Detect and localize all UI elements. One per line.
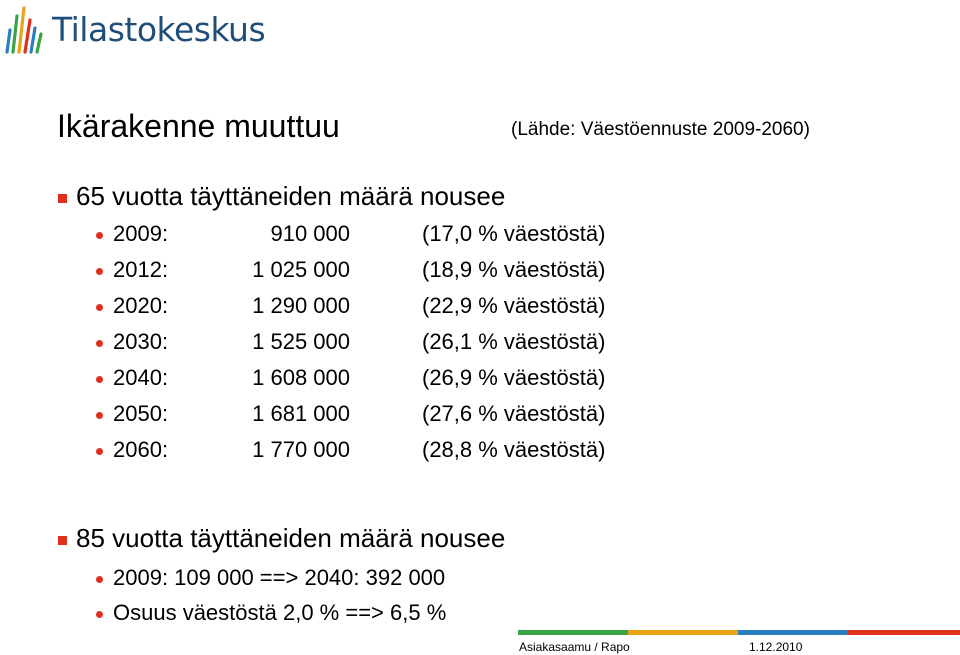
row-share: (18,9 % väestöstä) xyxy=(422,257,606,282)
round-bullet-icon xyxy=(96,611,103,618)
footer-bar-orange xyxy=(628,630,738,635)
row-count: 1 770 000 xyxy=(252,437,350,462)
round-bullet-icon xyxy=(96,232,103,239)
row-year: 2030: xyxy=(113,329,169,354)
round-bullet-icon xyxy=(96,376,103,383)
logo-wordmark: Tilastokeskus xyxy=(52,10,266,49)
footer-event: Asiakasaamu / Rapo xyxy=(519,640,630,654)
row-count: 1 025 000 xyxy=(252,257,350,282)
slide-title: Ikärakenne muuttuu xyxy=(57,108,340,144)
section-heading-text: 85 vuotta täyttäneiden määrä nousee xyxy=(76,523,506,553)
tilastokeskus-logo xyxy=(0,0,266,60)
row-count: 1 681 000 xyxy=(252,401,350,426)
row-count: 1 608 000 xyxy=(252,365,350,390)
footer-bar-green xyxy=(518,630,628,635)
square-bullet-icon xyxy=(58,536,67,545)
list-item-text: Osuus väestöstä 2,0 % ==> 6,5 % xyxy=(113,600,447,625)
row-year: 2020: xyxy=(113,293,169,318)
row-year: 2060: xyxy=(113,437,169,462)
row-share: (28,8 % väestöstä) xyxy=(422,437,606,462)
row-count: 1 290 000 xyxy=(252,293,350,318)
slide-source: (Lähde: Väestöennuste 2009-2060) xyxy=(511,119,810,140)
logo-stripes-icon xyxy=(2,2,48,58)
row-share: (26,9 % väestöstä) xyxy=(422,365,606,390)
round-bullet-icon xyxy=(96,304,103,311)
round-bullet-icon xyxy=(96,412,103,419)
row-count: 1 525 000 xyxy=(252,329,350,354)
footer-color-bar xyxy=(518,630,960,635)
round-bullet-icon xyxy=(96,448,103,455)
row-share: (26,1 % väestöstä) xyxy=(422,329,606,354)
row-year: 2009: xyxy=(113,221,169,246)
square-bullet-icon xyxy=(58,194,67,203)
row-share: (27,6 % väestöstä) xyxy=(422,401,606,426)
footer-bar-red xyxy=(848,630,960,635)
list-item-text: 2009: 109 000 ==> 2040: 392 000 xyxy=(113,565,446,590)
row-count: 910 000 xyxy=(270,221,350,246)
round-bullet-icon xyxy=(96,576,103,583)
row-year: 2040: xyxy=(113,365,169,390)
footer-date: 1.12.2010 xyxy=(749,640,803,654)
row-share: (17,0 % väestöstä) xyxy=(422,221,606,246)
round-bullet-icon xyxy=(96,268,103,275)
section-heading-text: 65 vuotta täyttäneiden määrä nousee xyxy=(76,181,506,211)
row-year: 2012: xyxy=(113,257,169,282)
round-bullet-icon xyxy=(96,340,103,347)
footer-bar-blue xyxy=(738,630,848,635)
row-share: (22,9 % väestöstä) xyxy=(422,293,606,318)
row-year: 2050: xyxy=(113,401,169,426)
